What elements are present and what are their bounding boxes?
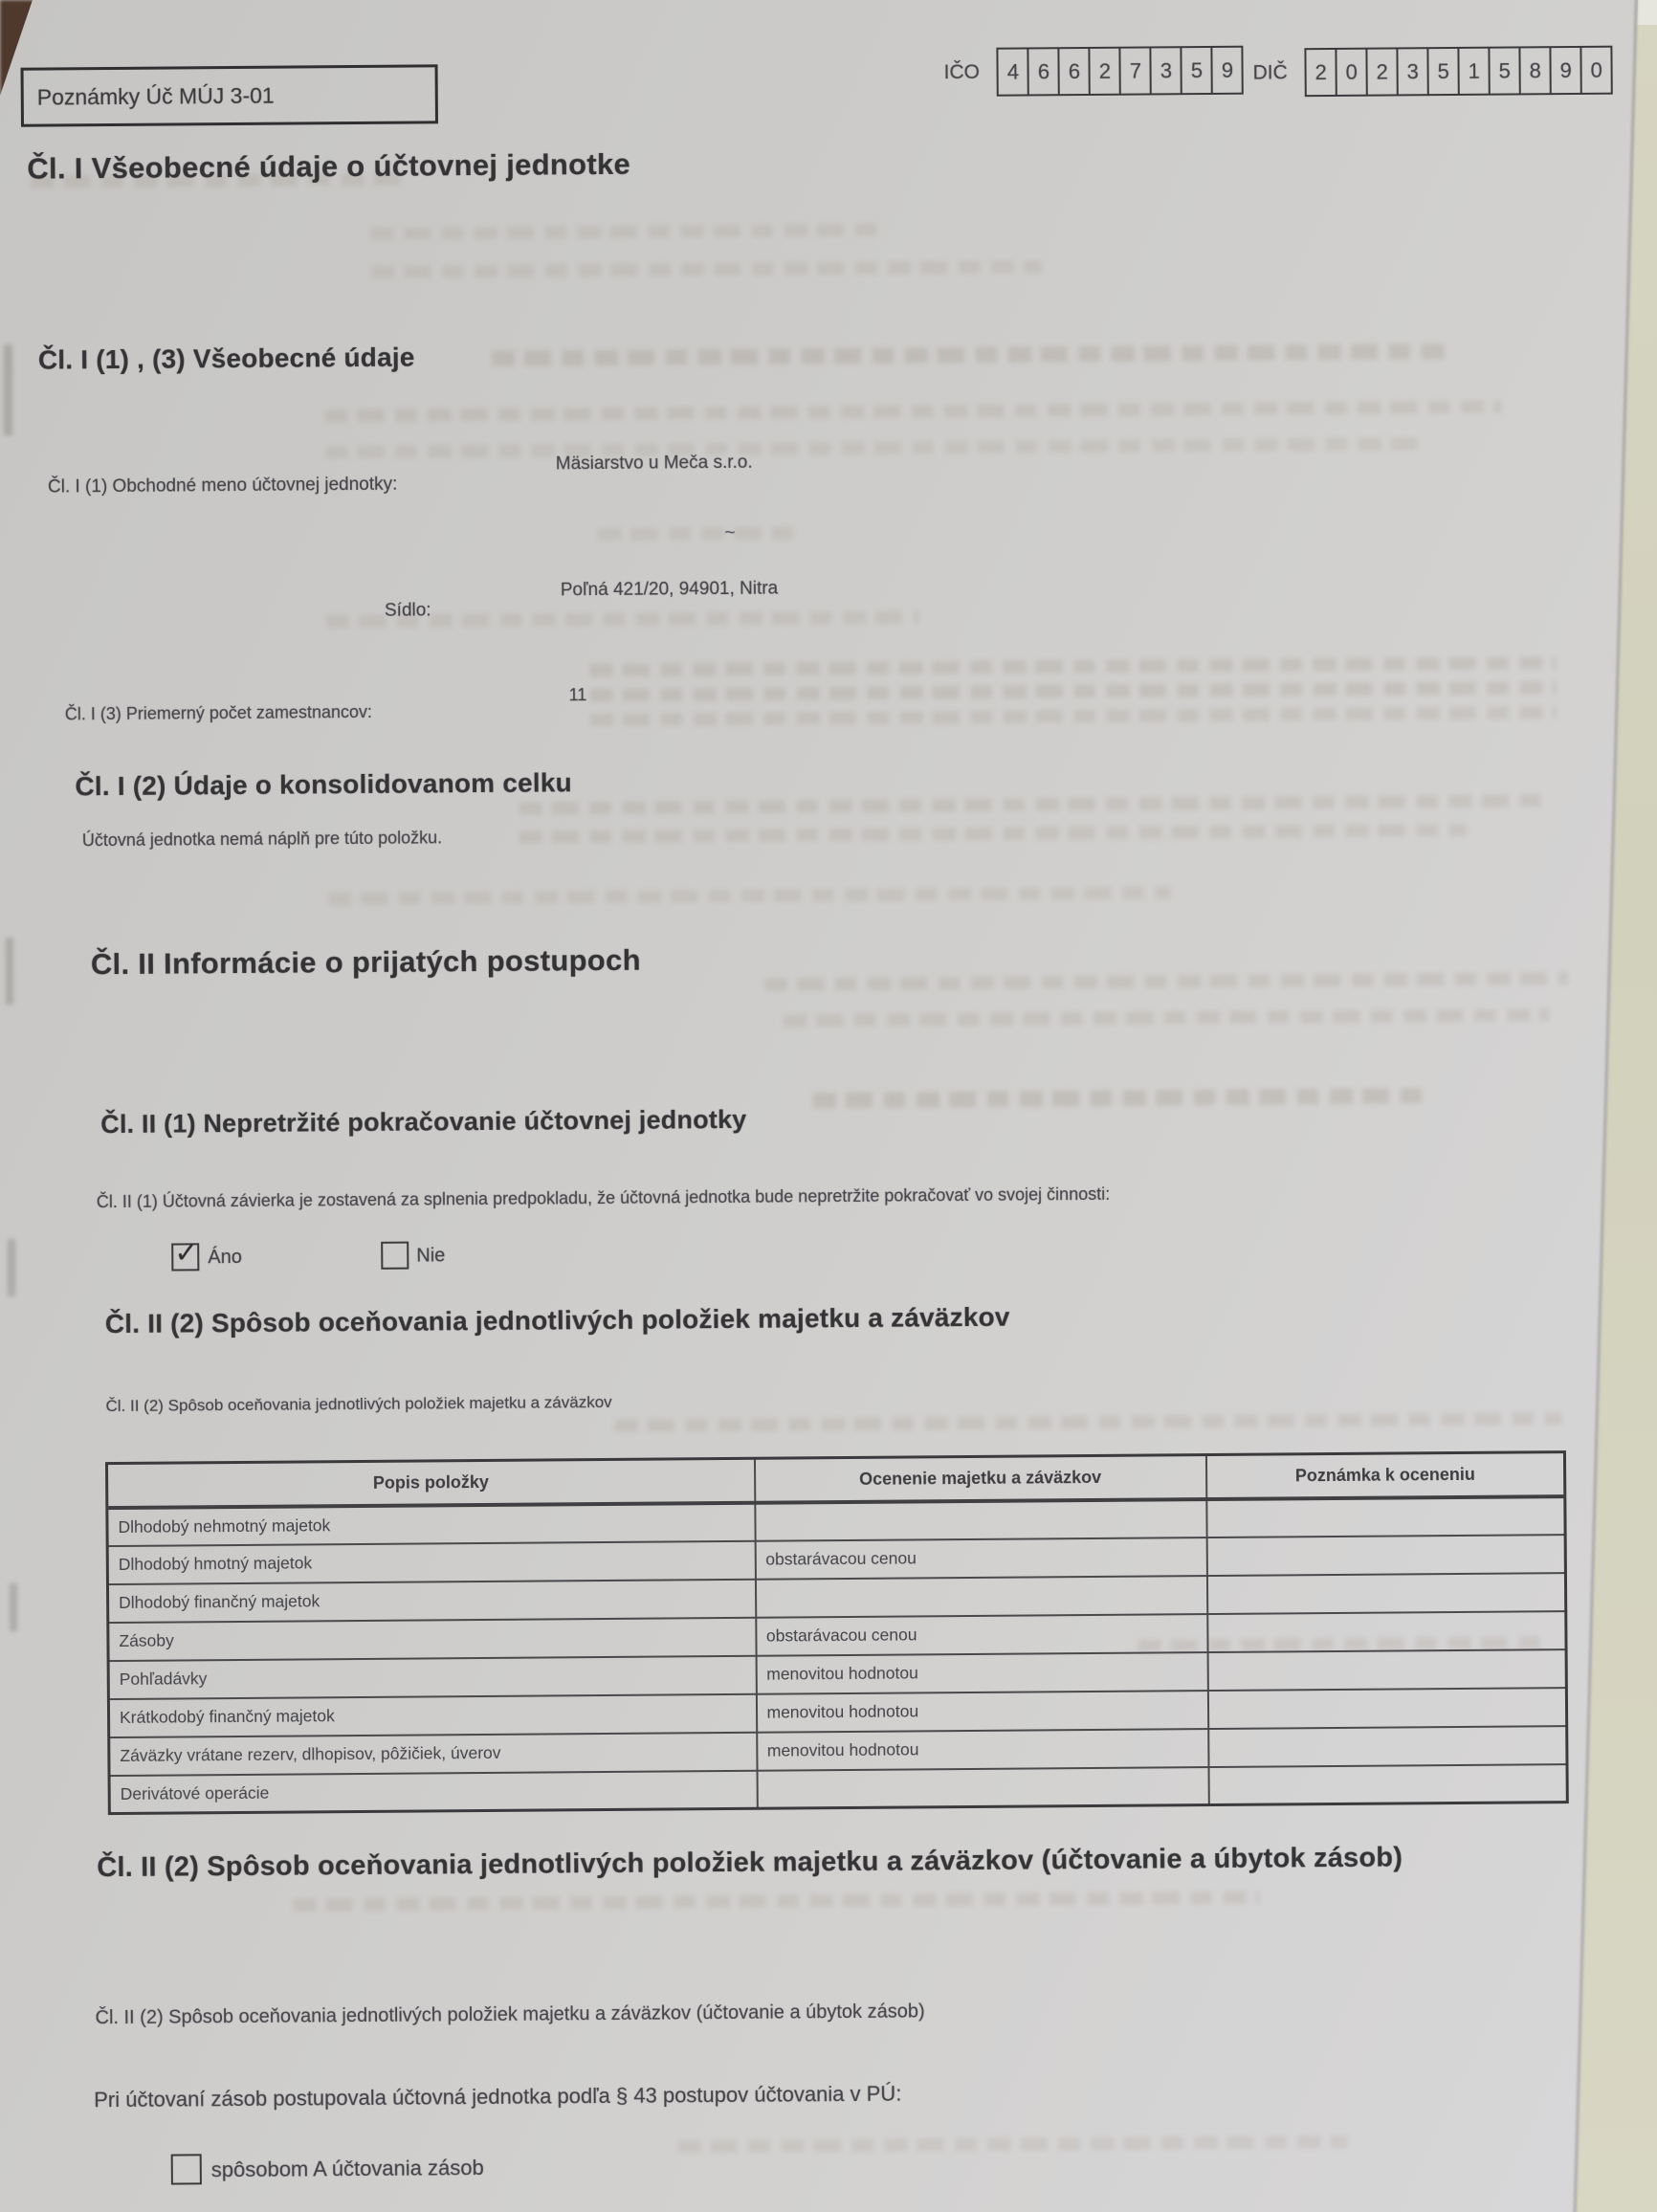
dic-digit-cell: 0 (1580, 46, 1613, 95)
item-cell: Derivátové operácie (109, 1770, 757, 1813)
seat-label: Sídlo: (384, 600, 431, 621)
bleedthrough-ghost (764, 972, 1568, 991)
dic-digit-cell: 5 (1427, 47, 1460, 96)
valuation-cell: menovitou hodnotou (757, 1729, 1208, 1771)
ico-digit-cell: 5 (1181, 46, 1213, 95)
section-2a-title: Čl. II (1) Nepretržité pokračovanie účtovnej jednotky (100, 1104, 747, 1139)
dic-digit-cell: 9 (1550, 46, 1582, 95)
no-checkbox-label: Nie (416, 1245, 446, 1267)
dic-digit-cell: 3 (1397, 47, 1429, 96)
item-cell: Pohľadávky (108, 1655, 756, 1698)
dic-digit-cell: 8 (1519, 46, 1552, 95)
section-2b-title: Čl. II (2) Spôsob oceňovania jednotlivých položiek majetku a záväzkov (104, 1301, 1010, 1339)
item-cell: Dlhodobý finančný majetok (107, 1579, 755, 1622)
dic-digit-cell: 5 (1489, 46, 1521, 95)
dic-label: DIČ (1252, 60, 1288, 84)
section-2a-body: Čl. II (1) Účtovná závierka je zostavená za splnenia predpokladu, že účtovná jednotka bude nepretržite pokračovať vo svojej činnosti: (96, 1183, 1111, 1212)
bleedthrough-ghost (590, 681, 1557, 701)
business-name-label: Čl. I (1) Obchodné meno účtovnej jednotky: (47, 474, 398, 498)
yes-checkbox[interactable] (171, 1237, 199, 1271)
note-cell (1207, 1649, 1566, 1691)
bleedthrough-ghost (784, 1008, 1549, 1027)
method-a-label: spôsobom A účtovania zásob (210, 2156, 484, 2182)
bleedthrough-ghost (324, 401, 1501, 423)
bleedthrough-ghost (813, 1088, 1425, 1108)
bleedthrough-ghost (589, 656, 1556, 676)
bleedthrough-ghost (328, 886, 1170, 905)
ico-digit-cell: 7 (1119, 46, 1152, 95)
valuation-table (105, 1450, 1569, 1815)
dic-digit-cell: 2 (1366, 47, 1399, 96)
note-cell (1207, 1611, 1566, 1652)
ico-digit-cell: 4 (997, 47, 1029, 96)
bleedthrough-ghost (519, 794, 1553, 814)
bleedthrough-ghost (371, 260, 1041, 277)
valuation-cell (757, 1767, 1208, 1809)
employees-value: 11 (568, 685, 587, 705)
form-code-box (21, 64, 438, 126)
yes-checkbox-label: Áno (208, 1246, 242, 1269)
dic-digit-cell: 1 (1458, 47, 1491, 96)
item-cell: Krátkodobý finančný majetok (108, 1693, 756, 1736)
form-code-label: Poznámky Úč MÚJ 3-01 (36, 82, 275, 110)
note-cell (1208, 1726, 1567, 1767)
ico-digit-cell: 9 (1211, 46, 1244, 95)
column-header-valuation: Ocenenie majetku a záväzkov (754, 1455, 1205, 1503)
note-cell (1208, 1764, 1567, 1805)
valuation-cell: obstarávacou cenou (755, 1537, 1206, 1580)
valuation-cell (755, 1576, 1206, 1618)
note-cell (1207, 1688, 1566, 1729)
ico-digit-cell: 3 (1150, 46, 1182, 95)
ico-digit-cell: 6 (1027, 47, 1060, 96)
bleedthrough-ghost (590, 706, 1557, 726)
checkmark-icon: ✓ (174, 1237, 199, 1270)
dic-digit-cell: 2 (1305, 48, 1337, 97)
ico-field (943, 46, 1244, 97)
valuation-cell: menovitou hodnotou (756, 1691, 1207, 1733)
section-2c-title: Čl. II (2) Spôsob oceňovania jednotlivých položiek majetku a záväzkov (účtovanie a úbytok zásob) (97, 1842, 1403, 1884)
dic-digit-cell: 0 (1336, 48, 1368, 97)
dic-digit-cells (1305, 46, 1613, 98)
employees-label: Čl. I (3) Priemerný počet zamestnancov: (64, 701, 373, 724)
section-2c-subtitle: Čl. II (2) Spôsob oceňovania jednotlivých položiek majetku a záväzkov (účtovanie a úbytok zásob) (95, 2001, 925, 2029)
note-cell (1206, 1573, 1565, 1614)
ico-digit-cell: 6 (1058, 47, 1091, 96)
column-header-note: Poznámka k oceneniu (1205, 1452, 1564, 1499)
note-cell (1206, 1535, 1565, 1576)
bleedthrough-ghost (598, 526, 799, 541)
bleedthrough-ghost (492, 343, 1448, 366)
ico-digit-cells (997, 46, 1244, 97)
item-cell: Záväzky vrátane rezerv, dlhopisov, pôžičiek, úverov (109, 1732, 757, 1775)
bleedthrough-ghost (519, 824, 1467, 844)
section-1b-note: Účtovná jednotka nemá náplň pre túto položku. (81, 828, 443, 851)
valuation-cell: menovitou hodnotou (756, 1652, 1207, 1694)
item-cell: Zásoby (108, 1617, 756, 1660)
ico-label: IČO (943, 60, 981, 83)
section-2b-subtitle: Čl. II (2) Spôsob oceňovania jednotlivých položiek majetku a záväzkov (105, 1392, 612, 1416)
dic-field (1252, 46, 1613, 98)
section-1b-title: Čl. I (2) Údaje o konsolidovanom celku (75, 767, 573, 802)
note-cell (1206, 1496, 1565, 1537)
section-1a-title: Čl. I (1) , (3) Všeobecné údaje (37, 342, 415, 375)
bleedthrough-ghost (615, 1412, 1562, 1432)
bleedthrough-ghost (294, 1891, 1260, 1912)
bleedthrough-ghost (678, 2135, 1348, 2153)
item-cell: Dlhodobý nehmotný majetok (107, 1502, 755, 1545)
business-name-value: Mäsiarstvo u Meča s.r.o. (555, 452, 753, 475)
item-cell: Dlhodobý hmotný majetok (107, 1540, 755, 1583)
no-checkbox[interactable] (381, 1242, 409, 1270)
ico-digit-cell: 2 (1089, 47, 1121, 96)
section-2c-body: Pri účtovaní zásob postupovala účtovná jednotka podľa § 43 postupov účtovania v PÚ: (94, 2081, 902, 2112)
valuation-cell: obstarávacou cenou (756, 1614, 1207, 1656)
bleedthrough-ghost (371, 224, 888, 240)
valuation-cell (755, 1499, 1206, 1541)
bleedthrough-ghost (325, 437, 1425, 458)
method-a-checkbox[interactable] (171, 2154, 202, 2184)
section-2-title: Čl. II Informácie o prijatých postupoch (90, 942, 641, 982)
column-header-item: Popis položky (106, 1458, 754, 1507)
stray-mark: ~ (724, 522, 736, 543)
seat-value: Poľná 421/20, 94901, Nitra (560, 578, 779, 601)
section-1-title: Čl. I Všeobecné údaje o účtovnej jednotke (27, 146, 631, 186)
